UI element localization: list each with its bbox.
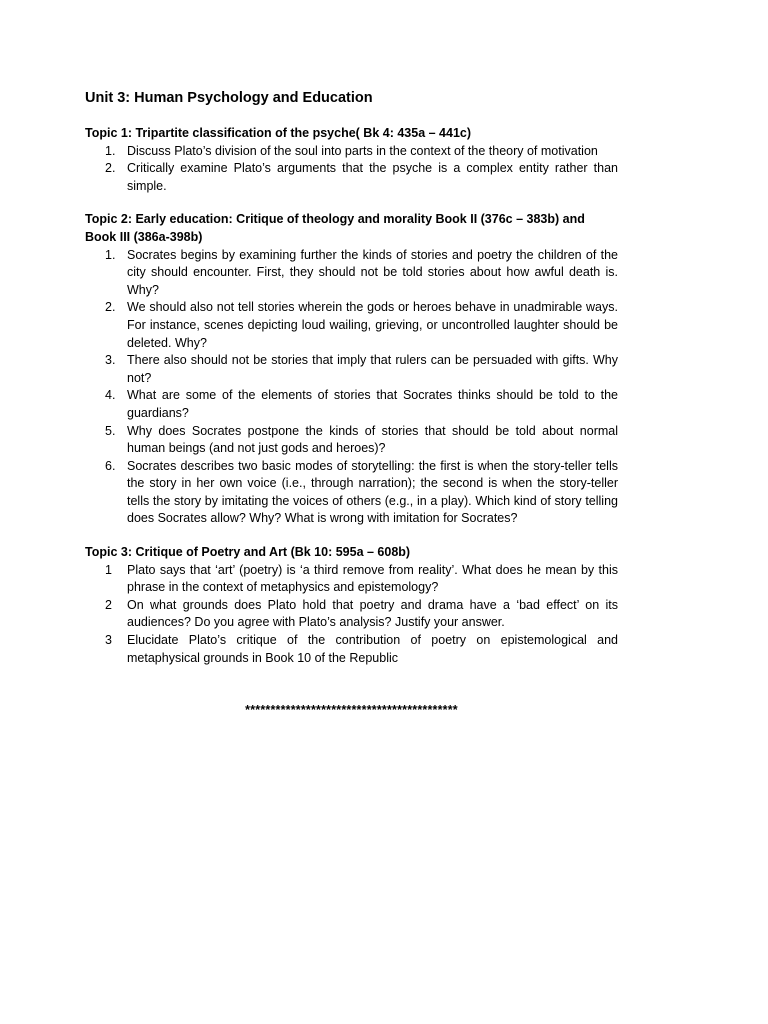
question-number: 1 xyxy=(105,562,112,577)
question-text: On what grounds does Plato hold that poetry and drama have a ‘bad effect’ on its audiences? Do you agree with Plato’s analysis? Justify your answer. xyxy=(127,597,618,630)
list-item xyxy=(85,143,618,161)
question-text: Socrates describes two basic modes of storytelling: the first is when the story-teller tells the story in her own voice (i.e., through narration); the second is when the story-teller tells the story by imitating the voices of others (e.g., in a play). Which kind of story telling does Socrates allow? Why? What is wrong with imitation for Socrates? xyxy=(127,458,618,526)
question-list xyxy=(85,143,618,196)
list-item xyxy=(85,352,618,387)
question-text: What are some of the elements of stories that Socrates thinks should be told to the guardians? xyxy=(127,388,618,420)
question-number: 3 xyxy=(105,633,112,648)
question-text: Socrates begins by examining further the kinds of stories and poetry the children of the city should encounter. First, they should not be told stories about how awful death is. Why? xyxy=(127,247,618,297)
question-number: 5. xyxy=(105,423,116,438)
question-text: There also should not be stories that imply that rulers can be persuaded with gifts. Why not? xyxy=(127,353,618,385)
question-text: Why does Socrates postpone the kinds of stories that should be told about normal human beings (and not just gods and heroes)? xyxy=(127,423,618,456)
list-item xyxy=(85,597,618,632)
list-item xyxy=(85,299,618,352)
topic-title: Topic 1: Tripartite classification of the psyche( Bk 4: 435a – 441c) xyxy=(85,126,472,140)
question-number: 1. xyxy=(105,247,116,262)
question-text: Plato says that ‘art’ (poetry) is ‘a third remove from reality’. What does he mean by this phrase in the context of metaphysics and epistemology? xyxy=(127,562,618,595)
list-item xyxy=(85,562,618,597)
question-number: 2. xyxy=(105,300,116,315)
question-text: Elucidate Plato’s critique of the contribution of poetry on epistemological and metaphysical grounds in Book 10 of the Republic xyxy=(127,633,618,665)
question-number: 1. xyxy=(105,143,116,158)
question-list xyxy=(85,562,618,668)
topic-2 xyxy=(85,211,618,528)
question-number: 2. xyxy=(105,161,116,176)
list-item xyxy=(85,632,618,667)
list-item xyxy=(85,247,618,300)
question-number: 2 xyxy=(105,597,112,612)
list-item xyxy=(85,458,618,528)
question-number: 4. xyxy=(105,388,116,403)
question-text: We should also not tell stories wherein the gods or heroes behave in unadmirable ways. For instance, scenes depicting loud wailing, grieving, or uncontrolled laughter should be deleted. Why? xyxy=(127,300,618,350)
question-number: 6. xyxy=(105,458,116,473)
topic-title: Topic 2: Early education: Critique of theology and morality Book II (376c – 383b) and Book III (386a-398b) xyxy=(85,212,585,244)
question-number: 3. xyxy=(105,353,116,368)
question-text: Critically examine Plato’s arguments that the psyche is a complex entity rather than simple. xyxy=(127,161,618,193)
topic-3 xyxy=(85,544,618,667)
question-text: Discuss Plato’s division of the soul into parts in the context of the theory of motivation xyxy=(127,143,598,158)
question-list xyxy=(85,247,618,529)
topic-1 xyxy=(85,125,618,195)
unit-title: Unit 3: Human Psychology and Education xyxy=(85,90,373,106)
list-item xyxy=(85,423,618,458)
topic-title: Topic 3: Critique of Poetry and Art (Bk 10: 595a – 608b) xyxy=(85,545,411,560)
list-item xyxy=(85,387,618,422)
list-item xyxy=(85,160,618,195)
separator-line: ****************************************** xyxy=(245,703,458,718)
